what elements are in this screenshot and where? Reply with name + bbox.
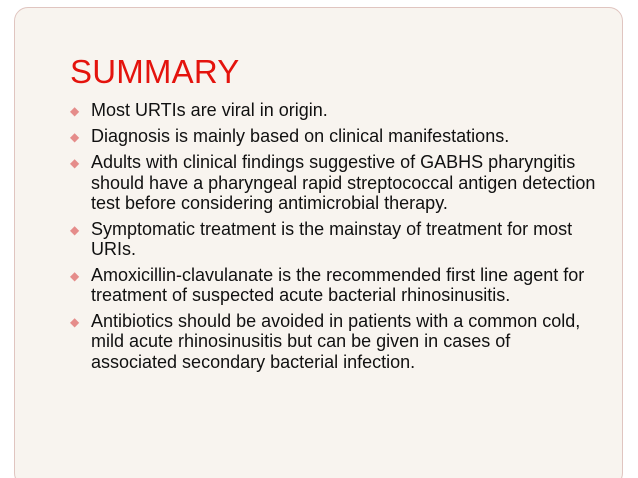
diamond-bullet-icon: ◆ xyxy=(70,268,80,283)
diamond-bullet-icon: ◆ xyxy=(70,104,80,118)
bullet-text: Most URTIs are viral in origin. xyxy=(91,100,328,120)
diamond-bullet-icon: ◆ xyxy=(70,314,80,329)
diamond-bullet-icon: ◆ xyxy=(70,156,80,170)
bullet-text: Diagnosis is mainly based on clinical manifestations. xyxy=(91,126,510,146)
bullet-text: Antibiotics should be avoided in patients with a common cold, mild acute rhinosinusitis but can be given in cases of associated secondary bacterial infection. xyxy=(91,310,581,372)
slide-title: SUMMARY xyxy=(70,53,240,90)
bullet-text: Adults with clinical findings suggestive of GABHS pharyngitis should have a pharyngeal rapid streptococcal antigen detection test before considering antimicrobial therapy. xyxy=(91,152,596,213)
diamond-bullet-icon: ◆ xyxy=(70,130,80,144)
list-item xyxy=(70,311,600,373)
list-item xyxy=(70,100,600,121)
list-item xyxy=(70,126,600,147)
list-item xyxy=(70,152,600,214)
bullet-text: Symptomatic treatment is the mainstay of treatment for most URIs. xyxy=(91,218,573,259)
diamond-bullet-icon: ◆ xyxy=(70,222,80,237)
list-item xyxy=(70,219,600,260)
bullet-list xyxy=(70,100,600,377)
list-item xyxy=(70,265,600,306)
bullet-text: Amoxicillin-clavulanate is the recommended first line agent for treatment of suspected acute bacterial rhinosinusitis. xyxy=(91,264,585,305)
